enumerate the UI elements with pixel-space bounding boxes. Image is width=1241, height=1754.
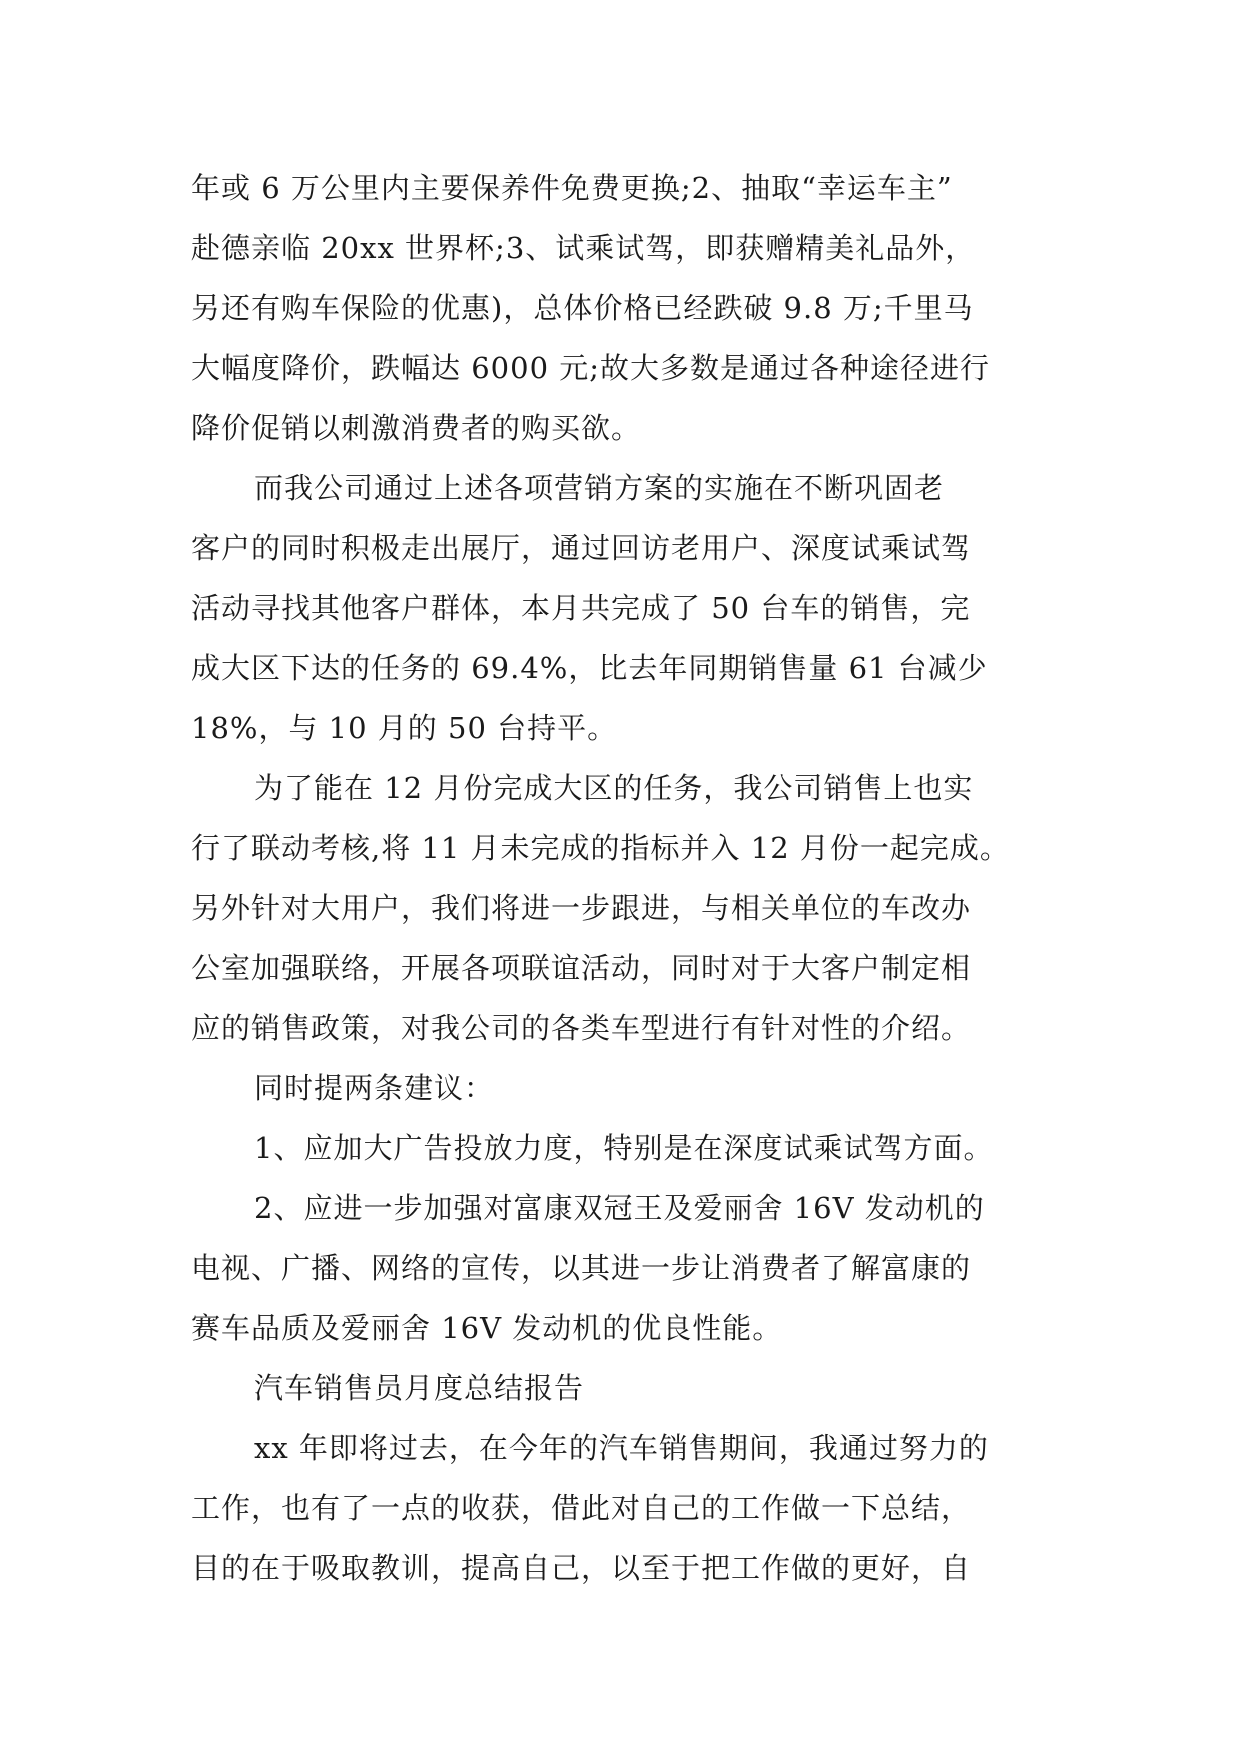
suggestion-item-2: 2、应进一步加强对富康双冠王及爱丽舍 16V 发动机的 [254, 1191, 985, 1225]
text-line: 活动寻找其他客户群体，本月共完成了 50 台车的销售，完 [191, 591, 971, 625]
text-line: 另外针对大用户，我们将进一步跟进，与相关单位的车改办 [191, 891, 972, 925]
text-line: 电视、广播、网络的宣传，以其进一步让消费者了解富康的 [191, 1251, 972, 1285]
text-line: 客户的同时积极走出展厅，通过回访老用户、深度试乘试驾 [191, 531, 972, 565]
paragraph-first-line: 而我公司通过上述各项营销方案的实施在不断巩固老 [254, 471, 945, 505]
text-line: 18%，与 10 月的 50 台持平。 [191, 711, 618, 745]
paragraph-first-line: xx 年即将过去，在今年的汽车销售期间，我通过努力的 [254, 1431, 989, 1465]
text-line: 应的销售政策，对我公司的各类车型进行有针对性的介绍。 [191, 1011, 972, 1045]
text-line: 降价促销以刺激消费者的购买欲。 [191, 411, 642, 445]
suggestion-item-1: 1、应加大广告投放力度，特别是在深度试乘试驾方面。 [254, 1131, 994, 1165]
section-heading: 汽车销售员月度总结报告 [254, 1371, 585, 1405]
text-line: 目的在于吸取教训，提高自己，以至于把工作做的更好，自 [191, 1551, 972, 1585]
text-line: 赛车品质及爱丽舍 16V 发动机的优良性能。 [191, 1311, 783, 1345]
text-line: 公室加强联络，开展各项联谊活动，同时对于大客户制定相 [191, 951, 972, 985]
text-line: 成大区下达的任务的 69.4%，比去年同期销售量 61 台减少 [191, 651, 988, 685]
text-line: 年或 6 万公里内主要保养件免费更换;2、抽取“幸运车主” [191, 171, 953, 205]
text-line: 行了联动考核,将 11 月未完成的指标并入 12 月份一起完成。 [191, 831, 1010, 865]
text-line: 大幅度降价，跌幅达 6000 元;故大多数是通过各种途径进行 [191, 351, 991, 385]
text-line: 工作，也有了一点的收获，借此对自己的工作做一下总结， [191, 1491, 972, 1525]
body-text [191, 158, 1071, 1598]
paragraph-first-line: 同时提两条建议： [254, 1071, 495, 1105]
paragraph-first-line: 为了能在 12 月份完成大区的任务，我公司销售上也实 [254, 771, 974, 805]
text-line: 另还有购车保险的优惠)，总体价格已经跌破 9.8 万;千里马 [191, 291, 974, 325]
text-line: 赴德亲临 20xx 世界杯;3、试乘试驾，即获赠精美礼品外， [191, 231, 976, 265]
